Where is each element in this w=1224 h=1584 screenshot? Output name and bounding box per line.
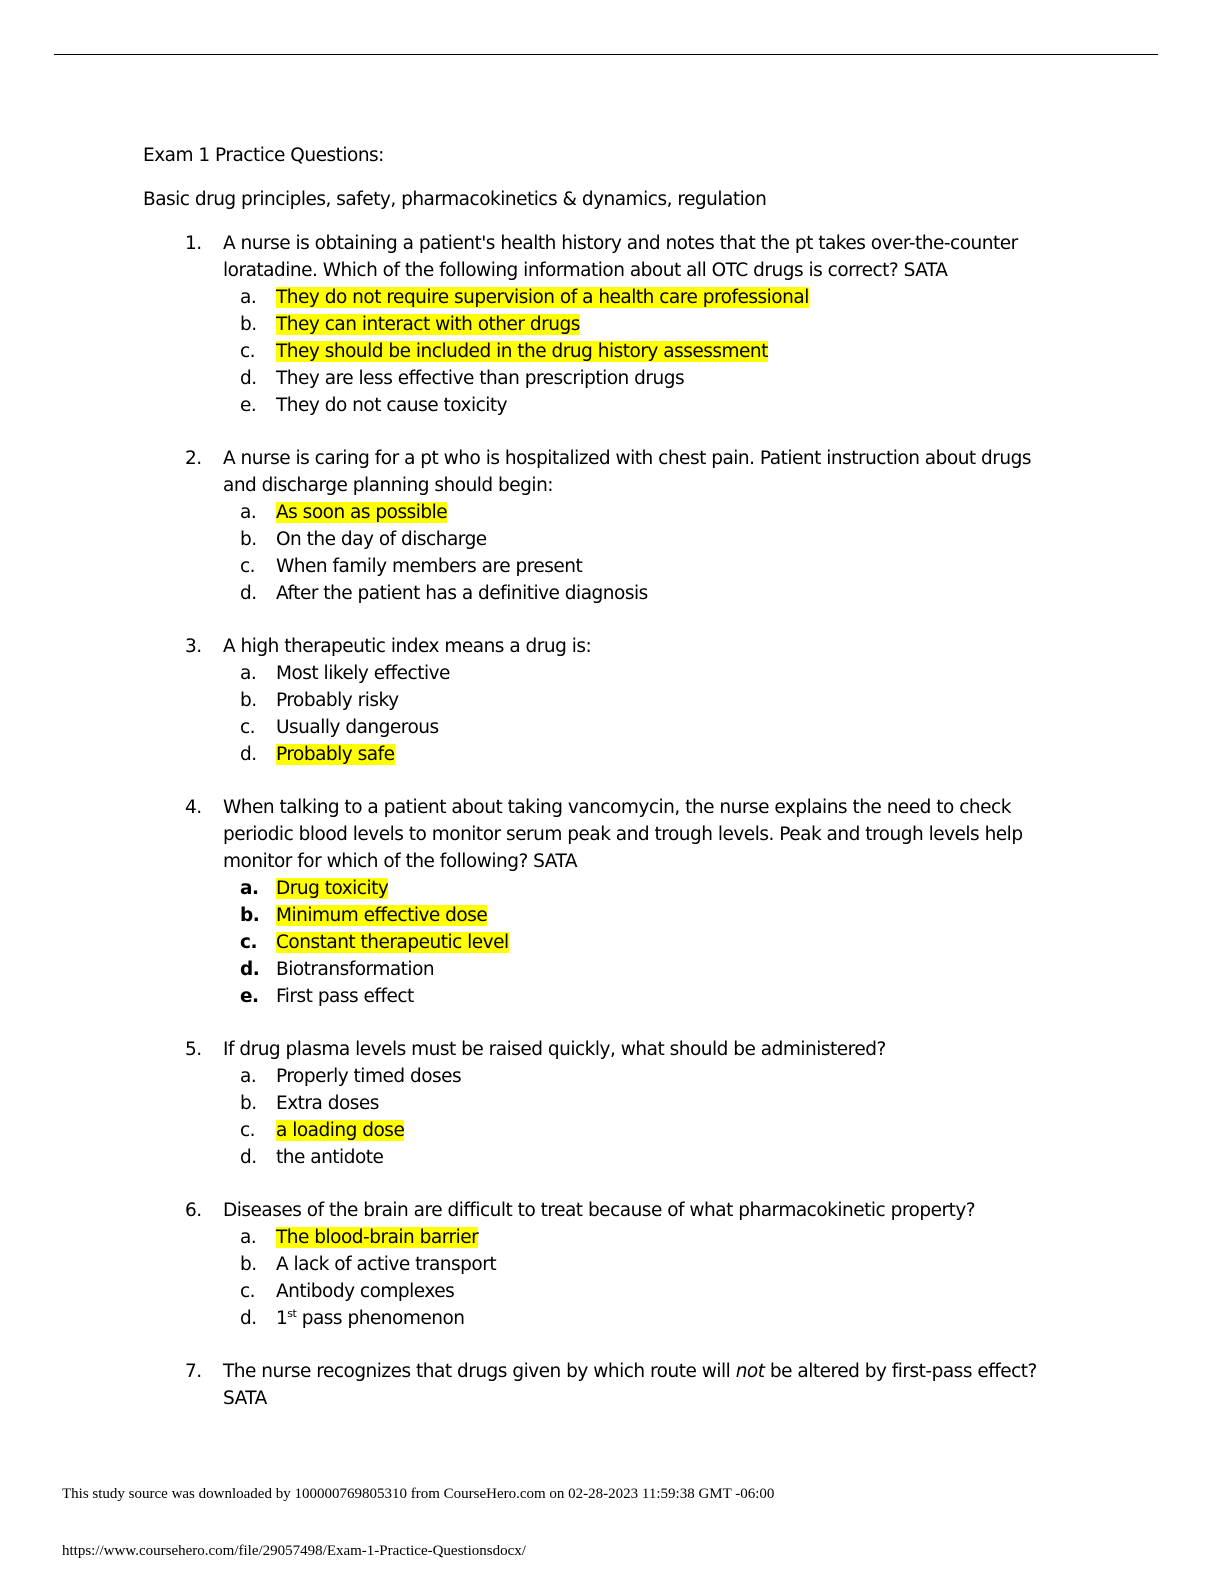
option-text: They are less effective than prescription drugs <box>276 368 685 389</box>
answer-option <box>223 1224 1063 1251</box>
source-url[interactable]: https://www.coursehero.com/file/29057498/Exam-1-Practice-Questionsdocx/ <box>62 1543 526 1559</box>
option-text: Biotransformation <box>276 959 435 980</box>
option-letter: e. <box>240 986 259 1007</box>
option-letter: b. <box>240 690 257 711</box>
answer-option <box>223 1278 1063 1305</box>
question-7 <box>143 1358 1063 1412</box>
question-text: The nurse recognizes that drugs given by which route will not be altered by first-pass effect? SATA <box>223 1361 1037 1409</box>
option-letter: c. <box>240 341 256 362</box>
option-text: Extra doses <box>276 1093 379 1114</box>
option-text-rest: pass phenomenon <box>301 1308 465 1329</box>
option-text: On the day of discharge <box>276 529 487 550</box>
answer-option <box>223 526 1063 553</box>
answer-option <box>223 553 1063 580</box>
question-number: 1. <box>185 233 202 254</box>
question-text: A nurse is obtaining a patient's health history and notes that the pt takes over-the-counter loratadine. Which of the following information about all OTC drugs is correct? SATA <box>223 233 1018 281</box>
option-text: When family members are present <box>276 556 583 577</box>
correct-answer-text: Drug toxicity <box>276 878 389 899</box>
question-spacer <box>143 419 1063 445</box>
option-text: After the patient has a definitive diagnosis <box>276 583 648 604</box>
option-letter: d. <box>240 959 260 980</box>
question-2 <box>143 445 1063 607</box>
answer-option <box>223 660 1063 687</box>
option-letter: b. <box>240 529 257 550</box>
answer-option <box>223 365 1063 392</box>
option-letter: b. <box>240 1254 257 1275</box>
option-letter: b. <box>240 1093 257 1114</box>
answer-options <box>223 499 1063 607</box>
question-spacer <box>143 1171 1063 1197</box>
option-letter: a. <box>240 1066 257 1087</box>
option-text: Probably risky <box>276 690 399 711</box>
answer-option <box>223 499 1063 526</box>
answer-option <box>223 1090 1063 1117</box>
correct-answer-text: They can interact with other drugs <box>276 314 580 335</box>
question-text: If drug plasma levels must be raised quickly, what should be administered? <box>223 1039 886 1060</box>
answer-options <box>223 1063 1063 1171</box>
question-text: A high therapeutic index means a drug is: <box>223 636 592 657</box>
option-text: the antidote <box>276 1147 384 1168</box>
question-4 <box>143 794 1063 1010</box>
question-spacer <box>143 607 1063 633</box>
correct-answer-text: Minimum effective dose <box>276 905 488 926</box>
answer-option <box>223 983 1063 1010</box>
option-text <box>276 1308 465 1329</box>
answer-option <box>223 338 1063 365</box>
answer-options <box>223 284 1063 419</box>
option-letter: d. <box>240 368 257 389</box>
question-3 <box>143 633 1063 768</box>
question-number: 3. <box>185 636 202 657</box>
option-letter: a. <box>240 287 257 308</box>
option-letter: c. <box>240 717 256 738</box>
answer-option <box>223 284 1063 311</box>
option-letter: e. <box>240 395 257 416</box>
document-title: Exam 1 Practice Questions: <box>143 145 384 166</box>
option-letter: c. <box>240 556 256 577</box>
answer-option <box>223 1251 1063 1278</box>
option-text: Properly timed doses <box>276 1066 462 1087</box>
correct-answer-text: Probably safe <box>276 744 395 765</box>
question-spacer <box>143 1332 1063 1358</box>
option-text: Most likely effective <box>276 663 450 684</box>
question-number: 6. <box>185 1200 202 1221</box>
correct-answer-text: They do not require supervision of a health care professional <box>276 287 809 308</box>
correct-answer-text: Constant therapeutic level <box>276 932 509 953</box>
option-letter: a. <box>240 502 257 523</box>
option-text: They do not cause toxicity <box>276 395 508 416</box>
option-letter: d. <box>240 1308 257 1329</box>
question-list <box>143 230 1063 1412</box>
question-number: 7. <box>185 1361 202 1382</box>
question-number: 2. <box>185 448 202 469</box>
answer-options <box>223 1224 1063 1332</box>
option-letter: d. <box>240 744 257 765</box>
answer-option <box>223 956 1063 983</box>
correct-answer-text: As soon as possible <box>276 502 448 523</box>
option-letter: a. <box>240 663 257 684</box>
correct-answer-text: a loading dose <box>276 1120 405 1141</box>
question-text: When talking to a patient about taking vancomycin, the nurse explains the need to check periodic blood levels to monitor serum peak and trough levels. Peak and trough levels help monitor for which of the following? SATA <box>223 797 1023 872</box>
download-notice: This study source was downloaded by 100000769805310 from CourseHero.com on 02-28-2023 11:59:38 GMT -06:00 <box>62 1486 775 1502</box>
option-text: A lack of active transport <box>276 1254 497 1275</box>
answer-option <box>223 929 1063 956</box>
question-number: 4. <box>185 797 202 818</box>
document-body <box>143 142 1063 1412</box>
option-text: Usually dangerous <box>276 717 439 738</box>
correct-answer-text: The blood-brain barrier <box>276 1227 479 1248</box>
answer-option <box>223 311 1063 338</box>
question-1 <box>143 230 1063 419</box>
option-letter: a. <box>240 878 259 899</box>
question-text: Diseases of the brain are difficult to treat because of what pharmacokinetic property? <box>223 1200 976 1221</box>
option-text: First pass effect <box>276 986 414 1007</box>
answer-option <box>223 1117 1063 1144</box>
answer-option <box>223 1063 1063 1090</box>
question-number: 5. <box>185 1039 202 1060</box>
question-spacer <box>143 768 1063 794</box>
question-spacer <box>143 1010 1063 1036</box>
page-top-rule <box>54 54 1158 55</box>
option-letter: c. <box>240 1281 256 1302</box>
answer-options <box>223 875 1063 1010</box>
question-5 <box>143 1036 1063 1171</box>
answer-option <box>223 392 1063 419</box>
question-text: A nurse is caring for a pt who is hospitalized with chest pain. Patient instruction about drugs and discharge planning should begin: <box>223 448 1032 496</box>
question-6 <box>143 1197 1063 1332</box>
option-letter: d. <box>240 583 257 604</box>
option-letter: b. <box>240 314 257 335</box>
answer-options <box>223 660 1063 768</box>
option-letter: a. <box>240 1227 257 1248</box>
option-letter: c. <box>240 1120 256 1141</box>
option-letter: b. <box>240 905 260 926</box>
answer-option <box>223 687 1063 714</box>
answer-option <box>223 875 1063 902</box>
answer-option <box>223 902 1063 929</box>
answer-option <box>223 580 1063 607</box>
correct-answer-text: They should be included in the drug history assessment <box>276 341 768 362</box>
option-prefix: 1 <box>276 1308 288 1329</box>
document-subtitle: Basic drug principles, safety, pharmacokinetics & dynamics, regulation <box>143 189 767 210</box>
ordinal-superscript: st <box>287 1307 297 1320</box>
answer-option <box>223 1305 1063 1332</box>
option-letter: c. <box>240 932 257 953</box>
answer-option <box>223 714 1063 741</box>
option-text: Antibody complexes <box>276 1281 455 1302</box>
option-letter: d. <box>240 1147 257 1168</box>
answer-option <box>223 1144 1063 1171</box>
answer-option <box>223 741 1063 768</box>
